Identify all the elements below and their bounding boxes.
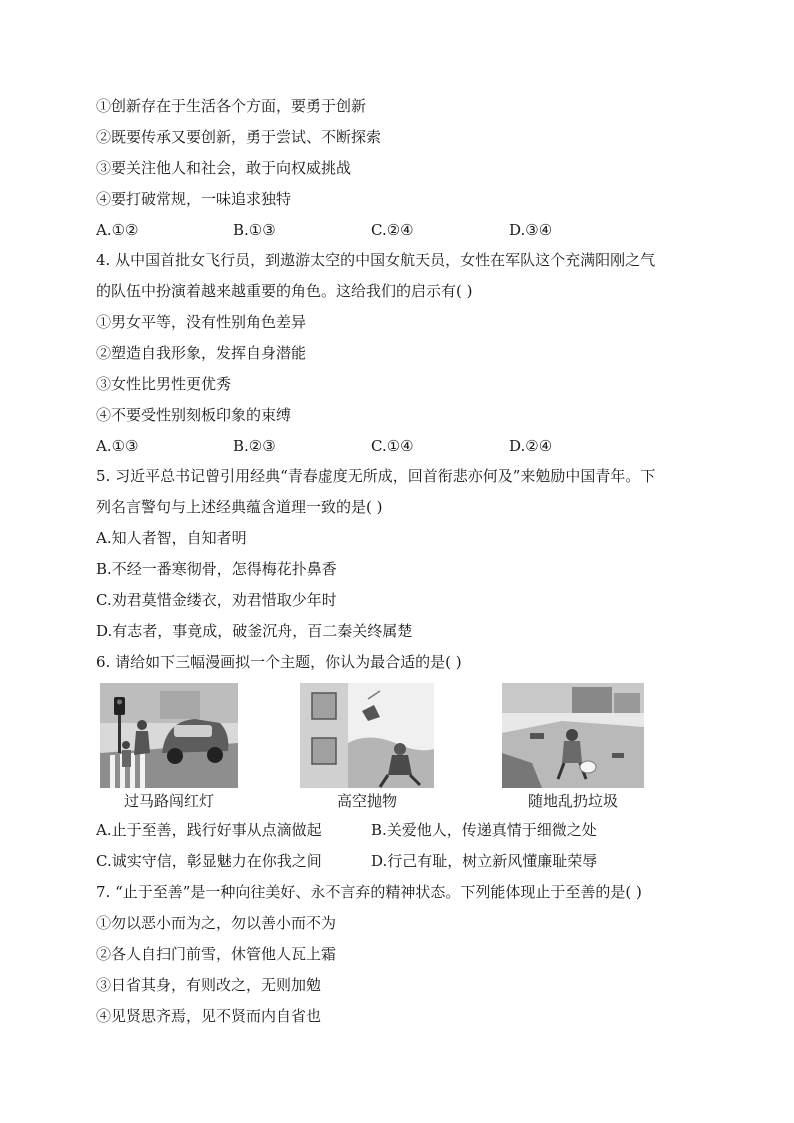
cartoon-littering-image: [502, 683, 644, 788]
cartoon-throwing-from-height-image: [300, 683, 434, 788]
caption-littering: 随地乱扔垃圾: [527, 792, 618, 810]
q3-option-b[interactable]: B.①③: [233, 221, 276, 239]
q6-option-a[interactable]: A.止于至善，践行好事从点滴做起: [96, 821, 322, 839]
q7-item-2: ②各人自扫门前雪，休管他人瓦上霜: [96, 945, 337, 963]
q5-stem-line-2: 列名言警句与上述经典蕴含道理一致的是( ): [96, 498, 383, 516]
q4-stem-line-1: 4. 从中国首批女飞行员，到遨游太空的中国女航天员，女性在军队这个充满阳刚之气: [96, 251, 656, 269]
q3-option-a[interactable]: A.①②: [96, 221, 139, 239]
q6-options-row-1: [96, 820, 696, 840]
q5-option-a[interactable]: A.知人者智，自知者明: [96, 529, 247, 547]
caption-jaywalking: 过马路闯红灯: [123, 792, 214, 810]
q3-item-2: ②既要传承又要创新，勇于尝试、不断探索: [96, 128, 382, 146]
q4-option-b[interactable]: B.②③: [233, 437, 276, 455]
q6-option-d[interactable]: D.行己有耻，树立新风懂廉耻荣辱: [371, 852, 598, 870]
q3-option-d[interactable]: D.③④: [509, 221, 553, 239]
q7-item-1: ①勿以恶小而为之，勿以善小而不为: [96, 914, 337, 932]
q4-options: [96, 436, 696, 456]
q5-option-c[interactable]: C.劝君莫惜金缕衣，劝君惜取少年时: [96, 591, 337, 609]
cartoon-jaywalking-image: [100, 683, 238, 788]
q3-item-3: ③要关注他人和社会，敢于向权威挑战: [96, 159, 352, 177]
q4-item-2: ②塑造自我形象，发挥自身潜能: [96, 344, 307, 362]
q4-option-c[interactable]: C.①④: [371, 437, 414, 455]
q7-item-3: ③日省其身，有则改之，无则加勉: [96, 976, 322, 994]
q6-stem: 6. 请给如下三幅漫画拟一个主题，你认为最合适的是( ): [96, 653, 462, 671]
q7-item-4: ④见贤思齐焉，见不贤而内自省也: [96, 1007, 322, 1025]
q5-stem-line-1: 5. 习近平总书记曾引用经典“青春虚度无所成，回首衔悲亦何及”来勉励中国青年。下: [96, 467, 656, 485]
q4-stem-line-2: 的队伍中扮演着越来越重要的角色。这给我们的启示有( ): [96, 282, 473, 300]
q3-options: [96, 220, 696, 240]
q4-option-d[interactable]: D.②④: [509, 437, 553, 455]
q4-item-4: ④不要受性别刻板印象的束缚: [96, 406, 292, 424]
caption-throwing-from-height: 高空抛物: [336, 792, 397, 810]
q3-option-c[interactable]: C.②④: [371, 221, 414, 239]
q3-item-4: ④要打破常规，一味追求独特: [96, 190, 292, 208]
q7-stem: 7. “止于至善”是一种向往美好、永不言弃的精神状态。下列能体现止于至善的是( ): [96, 883, 642, 901]
q5-option-d[interactable]: D.有志者，事竟成，破釜沉舟，百二秦关终属楚: [96, 622, 413, 640]
q4-option-a[interactable]: A.①③: [96, 437, 139, 455]
q3-item-1: ①创新存在于生活各个方面，要勇于创新: [96, 97, 367, 115]
q4-item-1: ①男女平等，没有性别角色差异: [96, 313, 307, 331]
q5-option-b[interactable]: B.不经一番寒彻骨，怎得梅花扑鼻香: [96, 560, 337, 578]
q6-options-row-2: [96, 851, 696, 871]
q6-option-b[interactable]: B.关爱他人，传递真情于细微之处: [371, 821, 597, 839]
q4-item-3: ③女性比男性更优秀: [96, 375, 232, 393]
q6-option-c[interactable]: C.诚实守信，彰显魅力在你我之间: [96, 852, 322, 870]
